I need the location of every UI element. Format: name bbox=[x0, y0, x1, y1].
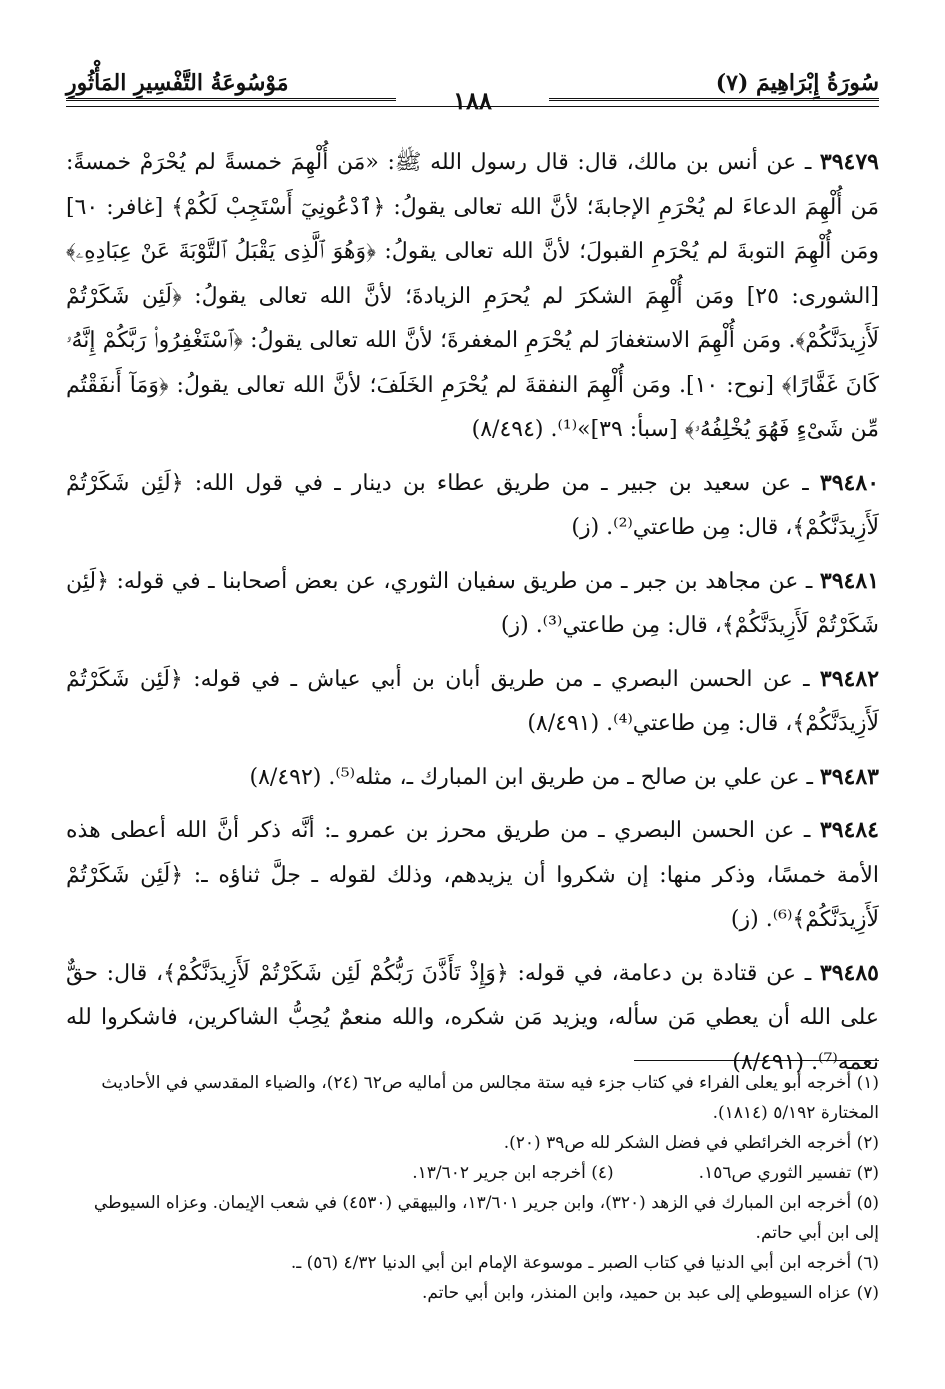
entry bbox=[66, 755, 879, 801]
entry bbox=[66, 951, 879, 1086]
surah-title: سُورَةُ إِبْرَاهِيمَ (٧) bbox=[715, 70, 879, 96]
entry-number: ٣٩٤٨٤ bbox=[819, 817, 879, 843]
footnote: (٧) عزاه السيوطي إلى عبد بن حميد، وابن المنذر، وابن أبي حاتم. bbox=[422, 1283, 879, 1303]
book-title: مَوْسُوعَةُ التَّفْسِيرِ المَأْثُورِ bbox=[66, 70, 289, 96]
entry bbox=[66, 808, 879, 943]
footnote: (٦) أخرجه ابن أبي الدنيا في كتاب الصبر ـ موسوعة الإمام ابن أبي الدنيا ٤/٣٢ (٥٦) ـ. bbox=[290, 1253, 879, 1273]
entry-number: ٣٩٤٨٥ bbox=[819, 959, 879, 986]
footnote: (٢) أخرجه الخرائطي في فضل الشكر لله ص٣٩ (٢٠). bbox=[503, 1133, 879, 1153]
footnote-pair bbox=[66, 1158, 879, 1188]
main-text bbox=[66, 140, 879, 1093]
footnote: (١) أخرجه أبو يعلى الفراء في كتاب جزء فيه ستة مجالس من أماليه ص٦٢ (٢٤)، والضياء المقدسي في الأحاديث المختارة ٥/١٩٢ (١٨١٤). bbox=[101, 1073, 879, 1123]
entry bbox=[66, 140, 879, 453]
entry-text: ـ عن الحسن البصري ـ من طريق محرز بن عمرو ـ: أنَّه ذكر أنَّ الله أعطى هذه الأمة خمسًا، وذكر منها: إن شكروا أن يزيدهم، وذلك لقوله ـ جلَّ ثناؤه ـ: ﴿لَئِن شَكَرْتُمْ لَأَزِيدَنَّكُمْ﴾⁽⁶⁾. (ز) bbox=[66, 818, 879, 932]
entry bbox=[66, 559, 879, 649]
entry-text: ـ عن أنس بن مالك، قال: قال رسول الله ﷺ: «مَن أُلْهِمَ خمسةً لم يُحْرَمْ خمسةً: مَن أُلْهِمَ الدعاءَ لم يُحْرَمِ الإجابةَ؛ لأنَّ الله تعالى يقولُ: ﴿ٱدْعُونِيٓ أَسْتَجِبْ لَكُمْ﴾ [غافر: ٦٠] ومَن أُلْهِمَ التوبةَ لم يُحْرَمِ القبولَ؛ لأنَّ الله تعالى يقولُ: ﴿وَهُوَ ٱلَّذِى يَقْبَلُ ٱلتَّوْبَةَ عَنْ عِبَادِهِۦ﴾ [الشورى: ٢٥] ومَن أُلْهِمَ الشكرَ لم يُحرَمِ الزيادةَ؛ لأنَّ الله تعالى يقولُ: ﴿لَئِن شَكَرْتُمْ لَأَزِيدَنَّكُمْ﴾. ومَن أُلْهِمَ الاستغفارَ لم يُحْرَمِ المغفرةَ؛ لأنَّ الله تعالى يقولُ: ﴿ٱسْتَغْفِرُوا۟ رَبَّكُمْ إِنَّهُۥ كَانَ غَفَّارًا﴾ [نوح: ١٠]. ومَن أُلْهِمَ النفقةَ لم يُحْرَمِ الخَلَفَ؛ لأنَّ الله تعالى يقولُ: ﴿وَمَآ أَنفَقْتُم مِّن شَىْءٍ فَهُوَ يُخْلِفُهُۥ﴾ [سبأ: ٣٩]»⁽¹⁾. (٨/٤٩٤) bbox=[66, 150, 880, 442]
footnote: (٥) أخرجه ابن المبارك في الزهد (٣٢٠)، وابن جرير ١٣/٦٠١، والبيهقي (٤٥٣٠) في شعب الإيمان. وعزاه السيوطي إلى ابن أبي حاتم. bbox=[93, 1193, 879, 1243]
entry bbox=[66, 657, 879, 747]
entry-number: ٣٩٤٧٩ bbox=[819, 149, 879, 175]
entry-text: ـ عن مجاهد بن جبر ـ من طريق سفيان الثوري، عن بعض أصحابنا ـ في قوله: ﴿لَئِن شَكَرْتُمْ لَأَزِيدَنَّكُمْ﴾، قال: مِن طاعتي⁽³⁾. (ز) bbox=[66, 568, 879, 638]
footnote: (٤) أخرجه ابن جرير ١٣/٦٠٢. bbox=[412, 1163, 614, 1183]
entry-number: ٣٩٤٨٣ bbox=[819, 763, 879, 790]
footnote-separator bbox=[634, 1060, 879, 1061]
entry-number: ٣٩٤٨١ bbox=[819, 567, 880, 594]
entry-text: ـ عن الحسن البصري ـ من طريق أبان بن أبي عياش ـ في قوله: ﴿لَئِن شَكَرْتُمْ لَأَزِيدَنَّكُمْ﴾، قال: مِن طاعتي⁽⁴⁾. (٨/٤٩١) bbox=[66, 666, 879, 736]
footnote: (٣) تفسير الثوري ص١٥٦. bbox=[698, 1163, 879, 1183]
entry-number: ٣٩٤٨٢ bbox=[819, 665, 880, 692]
entry-text: ـ عن سعيد بن جبير ـ من طريق عطاء بن دينار ـ في قول الله: ﴿لَئِن شَكَرْتُمْ لَأَزِيدَنَّكُمْ﴾، قال: مِن طاعتي⁽²⁾. (ز) bbox=[66, 470, 879, 540]
page-number: ١٨٨ bbox=[453, 86, 492, 115]
entry-number: ٣٩٤٨٠ bbox=[819, 469, 880, 496]
footnotes bbox=[66, 1068, 879, 1308]
entry-text: ـ عن علي بن صالح ـ من طريق ابن المبارك ـ، مثله⁽⁵⁾. (٨/٤٩٢) bbox=[249, 764, 813, 790]
entry bbox=[66, 461, 879, 551]
entry-text: ـ عن قتادة بن دعامة، في قوله: ﴿وَإِذْ تَأَذَّنَ رَبُّكُمْ لَئِن شَكَرْتُمْ لَأَزِيدَنَّكُمْ﴾، قال: حقٌّ على الله أن يعطي مَن سأله، ويزيد مَن شكره، والله منعمٌ يُحِبُّ الشاكرين، فاشكروا لله نعمه⁽⁷⁾. (٨/٤٩١) bbox=[66, 960, 879, 1075]
